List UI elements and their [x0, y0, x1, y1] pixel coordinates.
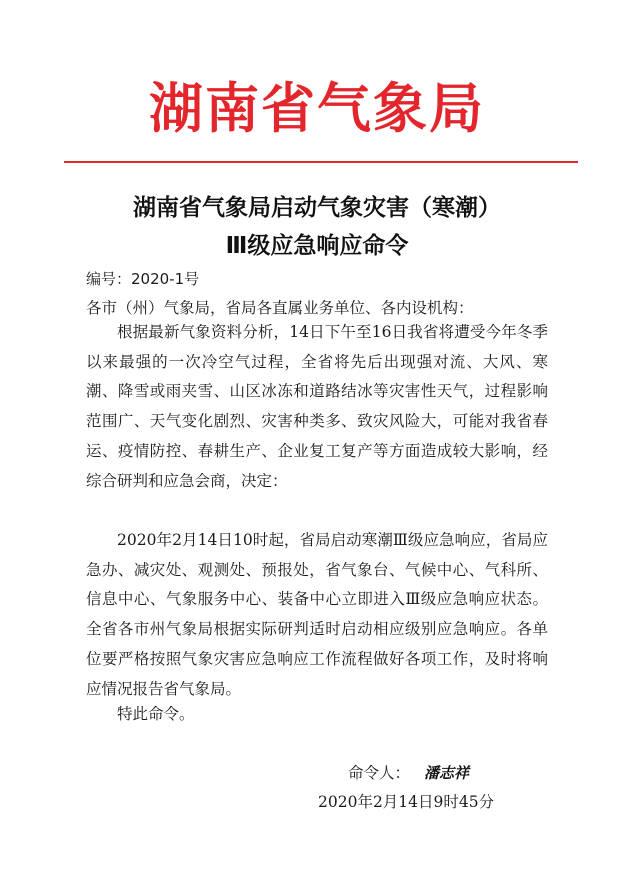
signer-label: 命令人： — [348, 764, 411, 782]
addressee-line: 各市（州）气象局，省局各直属业务单位、各内设机构： — [86, 299, 474, 317]
body-paragraph-2: 2020年2月14日10时起，省局启动寒潮Ⅲ级应急响应，省局应急办、减灾处、观测处、预报处，省气象台、气候中心、气科所、信息中心、气象服务中心、装备中心立即进入Ⅲ级应急响应状态。全省各市州气象局根据实际研判适时启动相应级别应急响应。各单位要严格按照气象灾害应急响应工作流程做好各项工作，及时将响应情况报告省气象局。 — [86, 531, 548, 698]
document-number: 编号：2020-1号 — [86, 270, 200, 288]
masthead-org-name: 湖南省气象局 — [149, 76, 485, 140]
body-paragraph-closing: 特此命令。 — [117, 705, 195, 723]
document-title-line-2: Ⅲ级应急响应命令 — [225, 233, 409, 259]
sign-datetime: 2020年2月14日9时45分 — [318, 793, 495, 811]
signer-line — [348, 762, 469, 784]
document-title-line-1: 湖南省气象局启动气象灾害（寒潮） — [133, 195, 501, 221]
body-paragraph-1: 根据最新气象资料分析，14日下午至16日我省将遭受今年冬季以来最强的一次冷空气过程，全省将先后出现强对流、大风、寒潮、降雪或雨夹雪、山区冰冻和道路结冰等灾害性天气，过程影响范围广、天气变化剧烈、灾害种类多、致灾风险大，可能对我省春运、疫情防控、春耕生产、企业复工复产等方面造成较大影响，经综合研判和应急会商，决定： — [86, 323, 548, 490]
masthead-red-divider — [64, 161, 578, 163]
signer-signature: 潘志祥 — [424, 764, 470, 782]
